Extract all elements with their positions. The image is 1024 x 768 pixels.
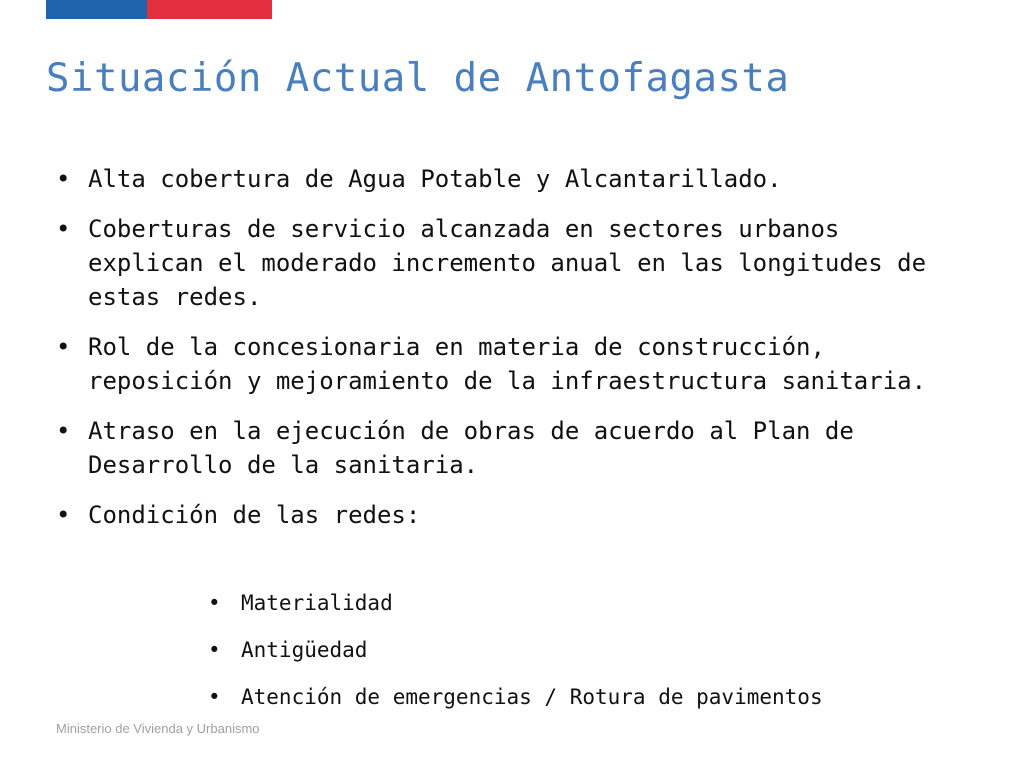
footer-text: Ministerio de Vivienda y Urbanismo xyxy=(56,721,260,736)
bullet-icon: • xyxy=(56,501,71,529)
bullet-text: Atraso en la ejecución de obras de acuerdo al Plan de Desarrollo de la sanitaria. xyxy=(88,417,854,479)
sub-bullet-item xyxy=(208,635,908,666)
bullet-item xyxy=(56,414,956,482)
bullet-item xyxy=(56,162,956,196)
bullet-icon: • xyxy=(208,685,221,709)
sub-bullet-item xyxy=(208,682,908,713)
bullet-text: Condición de las redes: xyxy=(88,501,421,529)
bullet-icon: • xyxy=(56,165,71,193)
bullet-text: Alta cobertura de Agua Potable y Alcantarillado. xyxy=(88,165,782,193)
sub-bullet-item xyxy=(208,588,908,619)
bullet-item xyxy=(56,330,956,398)
bullet-text: Coberturas de servicio alcanzada en sectores urbanos explican el moderado incremento anual en las longitudes de estas redes. xyxy=(88,215,927,311)
bullet-list xyxy=(56,162,956,548)
bullet-icon: • xyxy=(56,333,71,361)
bullet-item xyxy=(56,212,956,314)
bullet-text: Rol de la concesionaria en materia de construcción, reposición y mejoramiento de la infraestructura sanitaria. xyxy=(88,333,927,395)
slide-title: Situación Actual de Antofagasta xyxy=(46,56,790,101)
sub-bullet-text: Atención de emergencias / Rotura de pavimentos xyxy=(241,685,823,709)
flag-red-segment xyxy=(147,0,272,19)
bullet-item xyxy=(56,498,956,532)
flag-blue-segment xyxy=(46,0,147,19)
bullet-icon: • xyxy=(56,215,71,243)
flag-bar xyxy=(46,0,272,19)
bullet-icon: • xyxy=(56,417,71,445)
sub-bullet-text: Antigüedad xyxy=(241,638,368,662)
bullet-icon: • xyxy=(208,638,221,662)
bullet-icon: • xyxy=(208,591,221,615)
sub-bullet-list xyxy=(208,588,908,729)
sub-bullet-text: Materialidad xyxy=(241,591,393,615)
